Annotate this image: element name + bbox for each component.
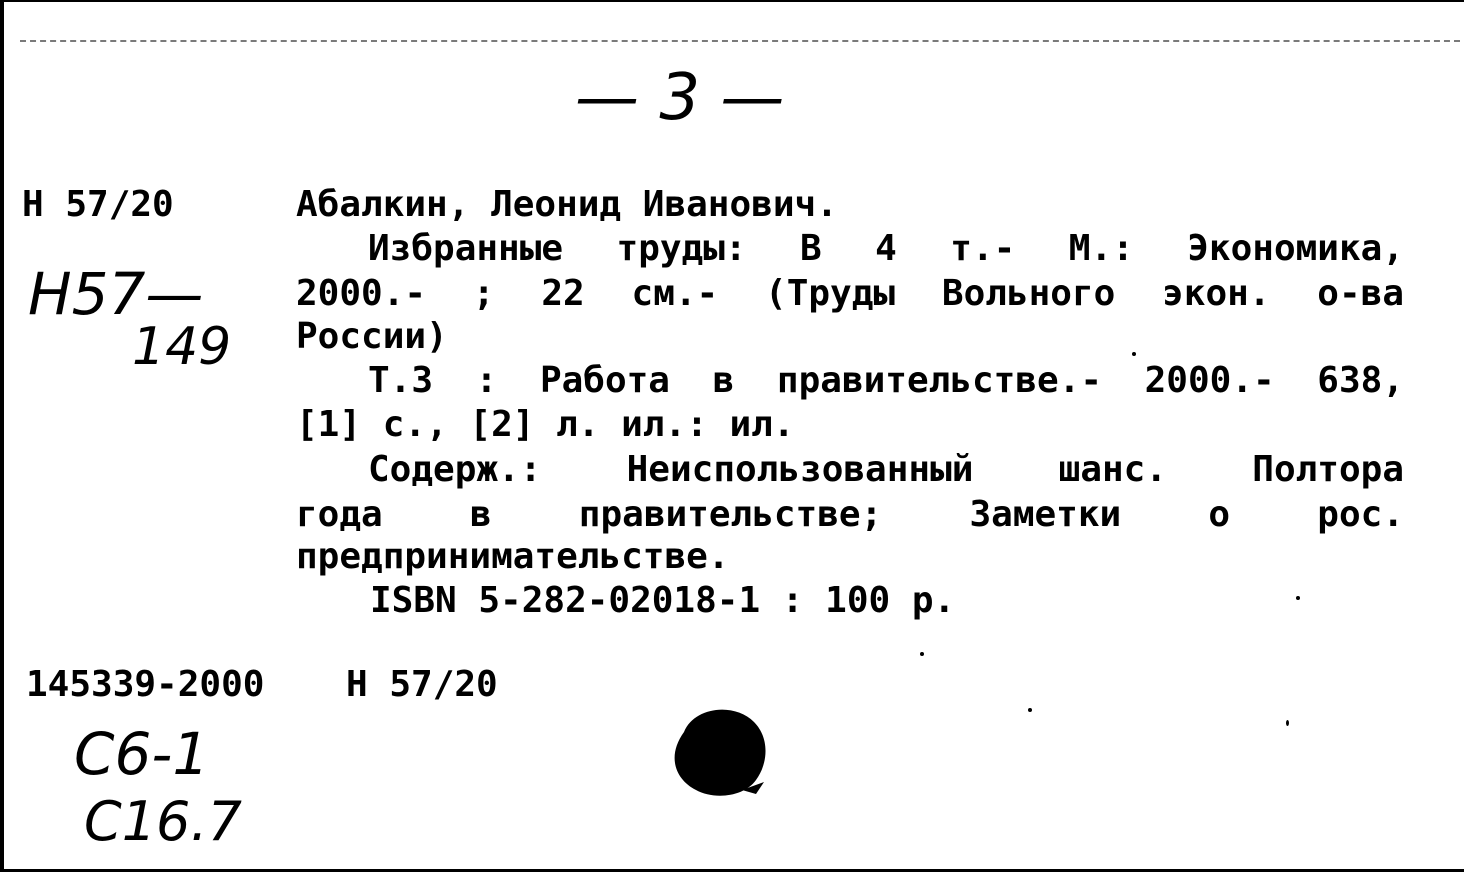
card-number-handwritten: — 3 —	[575, 61, 785, 135]
volume-line-1: Т.3 : Работа в правительстве.- 2000.- 638,	[368, 360, 1404, 401]
contents-line-3: предпринимательстве.	[296, 536, 730, 577]
ink-blot	[664, 702, 774, 802]
shelf-mark-bottom: Н 57/20	[346, 664, 498, 705]
handwritten-shelf-bottom: 149	[132, 317, 232, 377]
contents-line-1: Содерж.: Неиспользованный шанс. Полтора	[368, 449, 1404, 490]
scan-speck	[1132, 352, 1136, 356]
scan-speck	[1296, 596, 1300, 600]
title-line-3: России)	[296, 316, 448, 357]
card-left-edge	[0, 0, 4, 872]
contents-line-2: года в правительстве; Заметки о рос.	[296, 494, 1404, 535]
handwritten-code-2: С16.7	[84, 790, 242, 853]
volume-line-2: [1] с., [2] л. ил.: ил.	[296, 404, 795, 445]
isbn-price: ISBN 5-282-02018-1 : 100 р.	[370, 580, 956, 621]
scan-speck	[1286, 720, 1289, 726]
accession-number: 145339-2000	[26, 664, 265, 705]
card-top-dashed-line	[20, 40, 1460, 42]
scan-speck	[1028, 708, 1032, 712]
title-line-1: Избранные труды: В 4 т.- М.: Экономика,	[368, 228, 1404, 269]
card-top-edge	[0, 0, 1464, 2]
title-line-2: 2000.- ; 22 см.- (Труды Вольного экон. о-ва	[296, 273, 1404, 314]
handwritten-shelf-top: Н57—	[28, 260, 204, 328]
shelf-mark: Н 57/20	[22, 184, 174, 225]
author-heading: Абалкин, Леонид Иванович.	[296, 184, 838, 225]
scan-speck	[920, 652, 924, 656]
handwritten-code-1: С6-1	[74, 720, 210, 788]
